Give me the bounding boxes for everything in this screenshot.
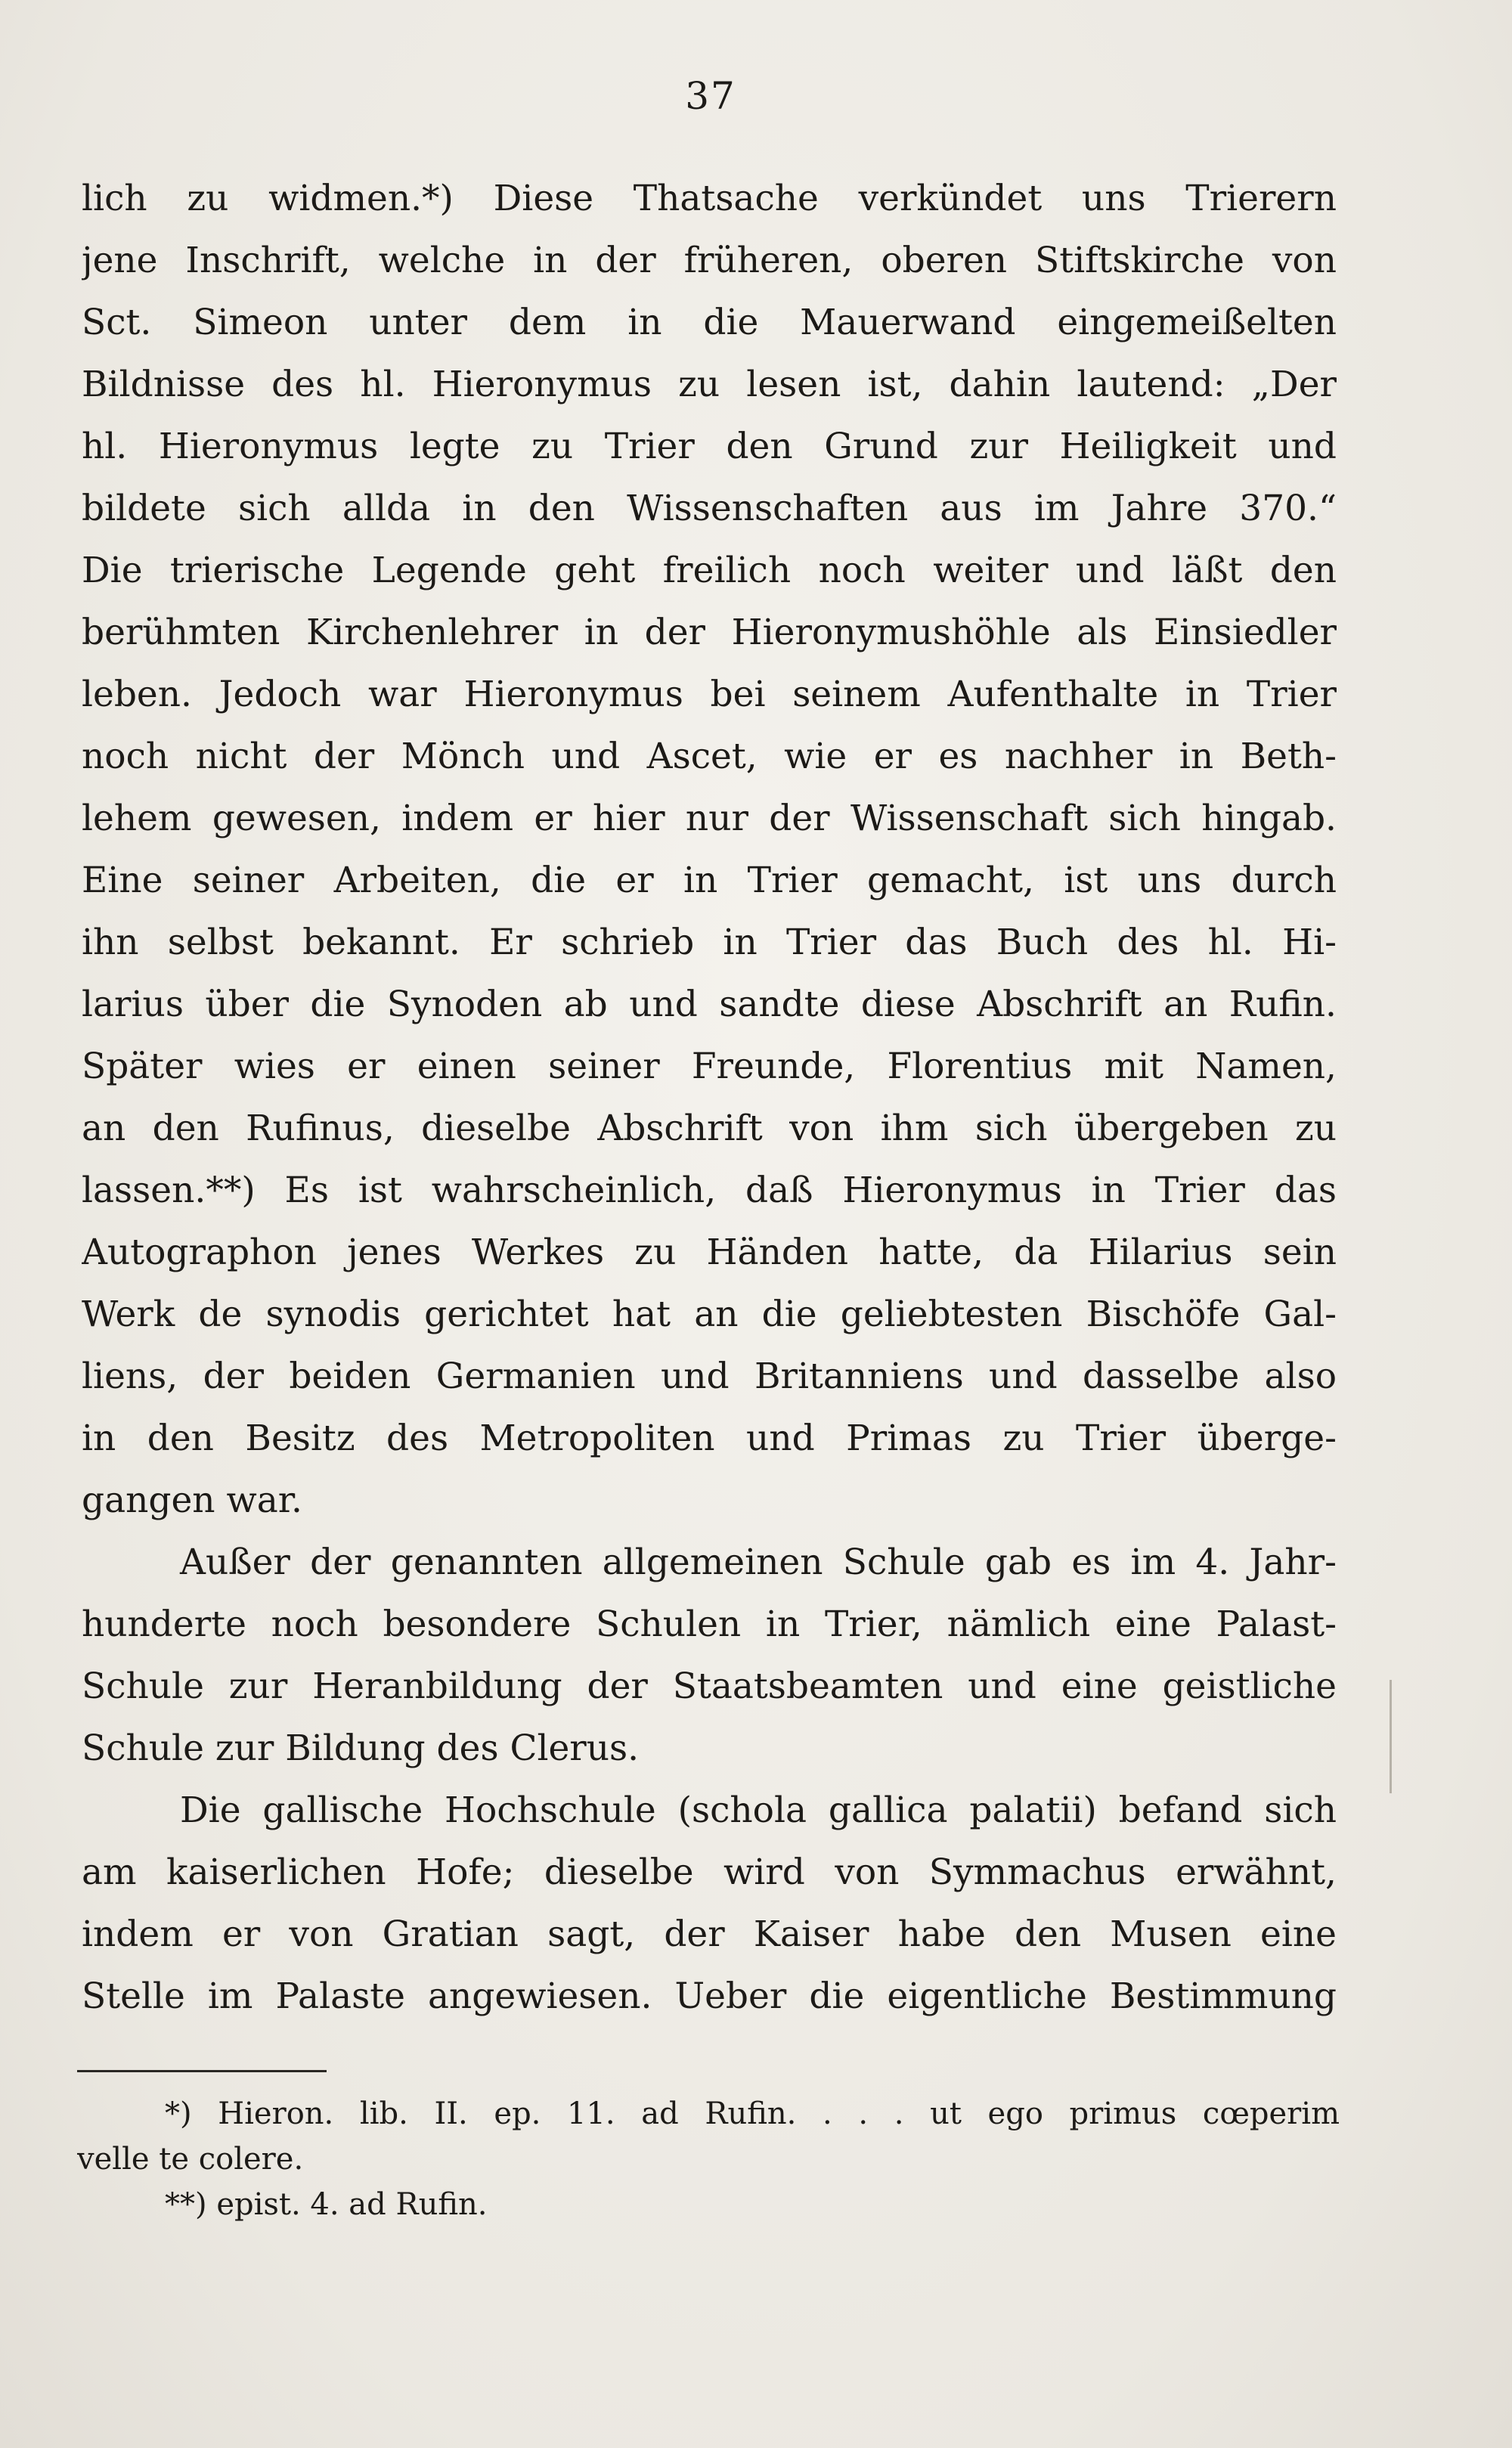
text-line: Autographon jenes Werkes zu Händen hatte, da Hilarius sein bbox=[82, 1232, 1337, 1273]
page-number: 37 bbox=[685, 74, 736, 118]
text-line: noch nicht der Mönch und Ascet, wie er es nachher in Beth- bbox=[82, 736, 1337, 777]
text-line: leben. Jedoch war Hieronymus bei seinem Aufenthalte in Trier bbox=[82, 674, 1337, 715]
text-line-paragraph-start: Außer der genannten allgemeinen Schule gab es im 4. Jahr- bbox=[180, 1542, 1337, 1583]
text-line: Die trierische Legende geht freilich noch weiter und läßt den bbox=[82, 550, 1337, 591]
text-line: lich zu widmen.*) Diese Thatsache verkündet uns Trierern bbox=[82, 178, 1337, 219]
text-line: am kaiserlichen Hofe; dieselbe wird von Symmachus erwähnt, bbox=[82, 1851, 1337, 1893]
text-line: hl. Hieronymus legte zu Trier den Grund zur Heiligkeit und bbox=[82, 426, 1337, 467]
text-line: Stelle im Palaste angewiesen. Ueber die eigentliche Bestimmung bbox=[82, 1975, 1337, 2017]
text-line: Sct. Simeon unter dem in die Mauerwand eingemeißelten bbox=[82, 302, 1337, 343]
text-line: lehem gewesen, indem er hier nur der Wissenschaft sich hingab. bbox=[82, 798, 1337, 839]
text-line: Bildnisse des hl. Hieronymus zu lesen ist, dahin lautend: „Der bbox=[82, 364, 1337, 405]
text-line: an den Rufinus, dieselbe Abschrift von ihm sich übergeben zu bbox=[82, 1108, 1337, 1149]
page-edge-mark bbox=[1390, 1680, 1392, 1793]
text-line: hunderte noch besondere Schulen in Trier, nämlich eine Palast- bbox=[82, 1604, 1337, 1645]
footnote-divider bbox=[77, 2070, 327, 2072]
text-line: lassen.**) Es ist wahrscheinlich, daß Hieronymus in Trier das bbox=[82, 1170, 1337, 1211]
footnote-line: **) epist. 4. ad Rufin. bbox=[165, 2187, 488, 2222]
text-line: in den Besitz des Metropoliten und Primas zu Trier überge- bbox=[82, 1418, 1337, 1459]
footnotes bbox=[77, 2091, 1340, 2227]
text-line: larius über die Synoden ab und sandte diese Abschrift an Rufin. bbox=[82, 984, 1337, 1025]
text-line: Werk de synodis gerichtet hat an die geliebtesten Bischöfe Gal- bbox=[82, 1294, 1337, 1335]
text-line: liens, der beiden Germanien und Britanniens und dasselbe also bbox=[82, 1356, 1337, 1397]
text-line-paragraph-end: Schule zur Bildung des Clerus. bbox=[82, 1728, 640, 1769]
text-line: berühmten Kirchenlehrer in der Hieronymushöhle als Einsiedler bbox=[82, 612, 1337, 653]
footnote-line: *) Hieron. lib. II. ep. 11. ad Rufin. . . . ut ego primus cœperim bbox=[165, 2096, 1340, 2131]
text-line: ihn selbst bekannt. Er schrieb in Trier das Buch des hl. Hi- bbox=[82, 922, 1337, 963]
text-line: Eine seiner Arbeiten, die er in Trier gemacht, ist uns durch bbox=[82, 860, 1337, 901]
text-line: indem er von Gratian sagt, der Kaiser habe den Musen eine bbox=[82, 1913, 1337, 1955]
text-line-paragraph-end: gangen war. bbox=[82, 1480, 302, 1521]
text-line-paragraph-start: Die gallische Hochschule (schola gallica palatii) befand sich bbox=[180, 1790, 1337, 1831]
text-line: Später wies er einen seiner Freunde, Florentius mit Namen, bbox=[82, 1046, 1337, 1087]
body-text bbox=[82, 168, 1337, 2028]
text-line: Schule zur Heranbildung der Staatsbeamten und eine geistliche bbox=[82, 1666, 1337, 1707]
text-line: bildete sich allda in den Wissenschaften aus im Jahre 370.“ bbox=[82, 488, 1337, 529]
text-line: jene Inschrift, welche in der früheren, oberen Stiftskirche von bbox=[82, 240, 1337, 281]
footnote-line: velle te colere. bbox=[77, 2142, 304, 2177]
